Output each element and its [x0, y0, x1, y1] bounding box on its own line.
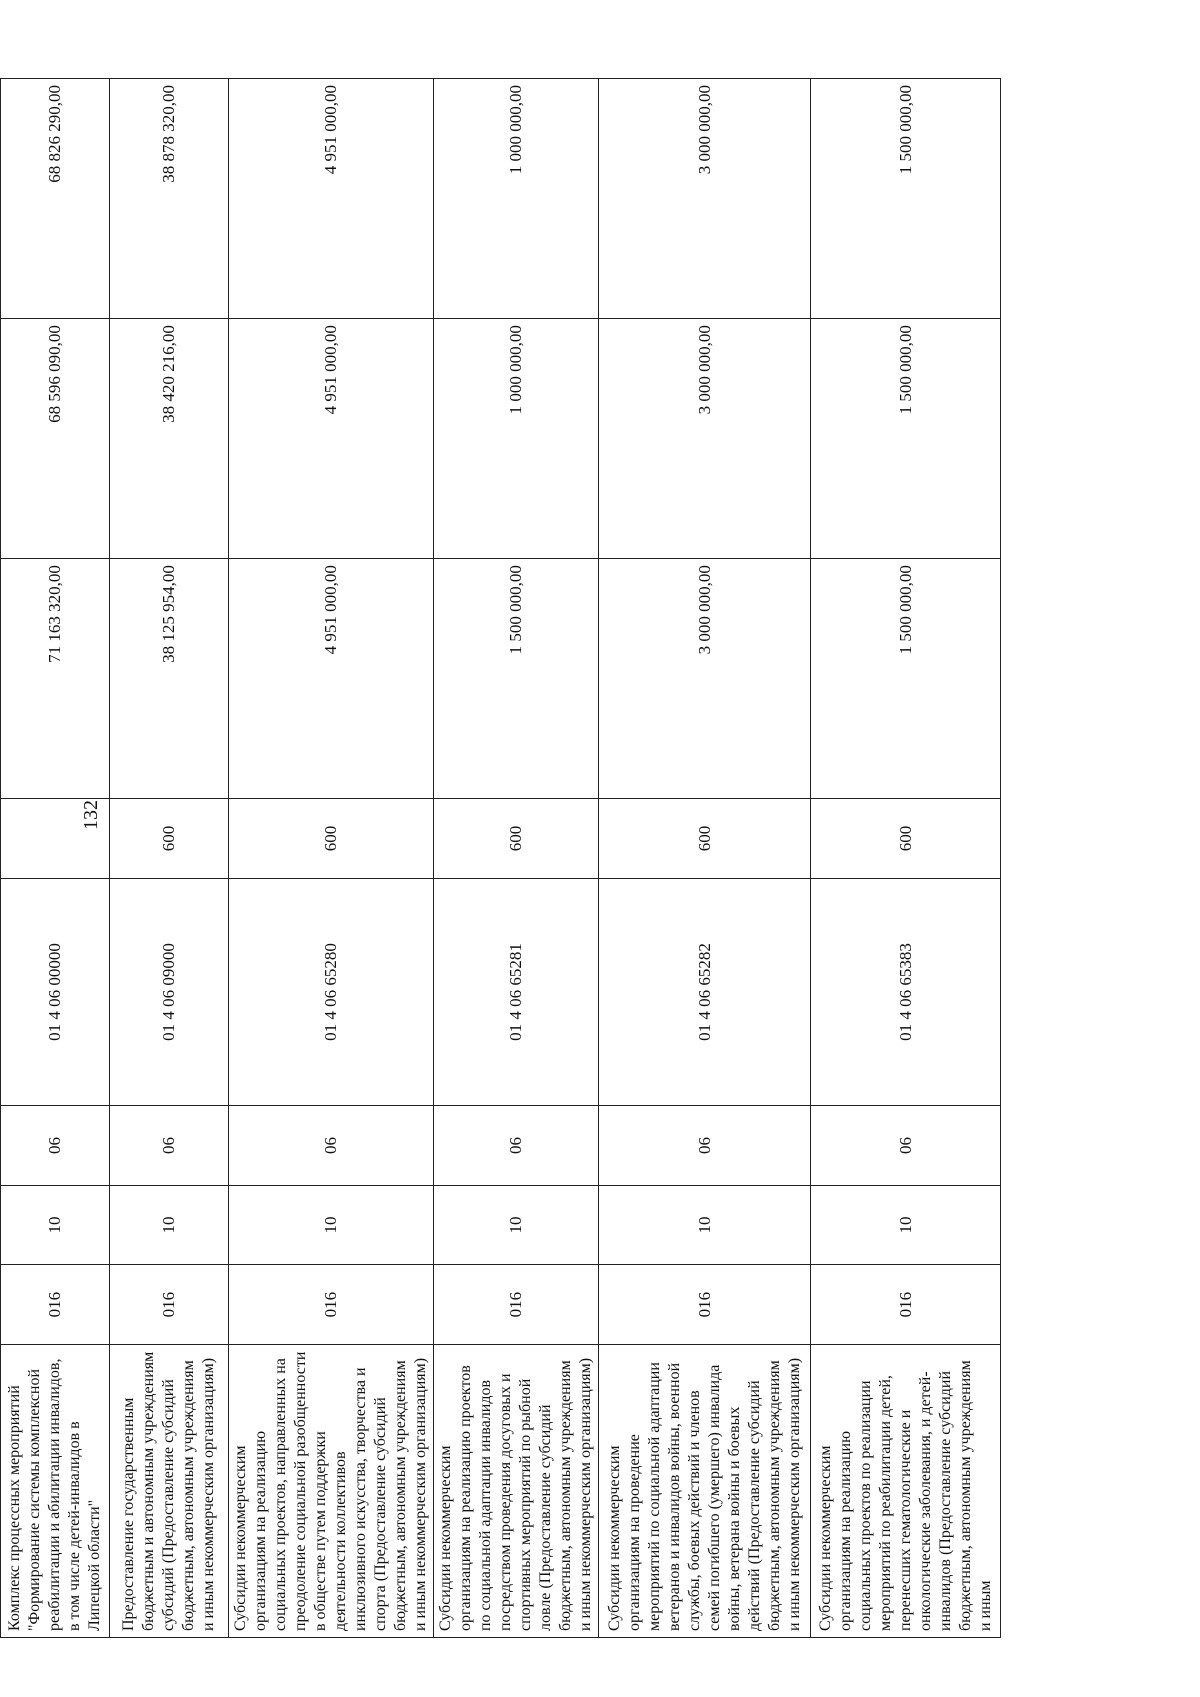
- amount-year2-cell: 1 500 000,00: [811, 319, 1001, 559]
- section-code-cell: 10: [811, 1185, 1001, 1265]
- amount-year3-cell: 4 951 000,00: [229, 79, 434, 319]
- amount-year3-cell: 68 826 290,00: [1, 79, 110, 319]
- amount-year2-cell: 1 000 000,00: [434, 319, 599, 559]
- amount-year2-cell: 3 000 000,00: [599, 319, 811, 559]
- row-name-cell: Предоставление государственным бюджетным и автономным учреждениям субсидий (Предоставление субсидий бюджетным, автономным учреждениям и иным некоммерческим организациям): [110, 1344, 229, 1637]
- amount-year2-cell: 68 596 090,00: [1, 319, 110, 559]
- amount-year1-cell: 38 125 954,00: [110, 559, 229, 799]
- target-article-cell: 01 4 06 65383: [811, 878, 1001, 1105]
- ministry-code-cell: 016: [599, 1265, 811, 1345]
- section-code-cell: 10: [599, 1185, 811, 1265]
- amount-year1-cell: 3 000 000,00: [599, 559, 811, 799]
- ministry-code-cell: 016: [811, 1265, 1001, 1345]
- expense-type-cell: 600: [811, 799, 1001, 879]
- budget-table: [0, 78, 1001, 1638]
- section-code-cell: 10: [110, 1185, 229, 1265]
- subsection-code-cell: 06: [599, 1106, 811, 1186]
- expense-type-cell: 600: [229, 799, 434, 879]
- subsection-code-cell: 06: [110, 1106, 229, 1186]
- amount-year1-cell: 4 951 000,00: [229, 559, 434, 799]
- expense-type-cell: 600: [599, 799, 811, 879]
- expense-type-cell: [1, 799, 110, 879]
- target-article-cell: 01 4 06 09000: [110, 878, 229, 1105]
- amount-year3-cell: 38 878 320,00: [110, 79, 229, 319]
- amount-year1-cell: 71 163 320,00: [1, 559, 110, 799]
- budget-table-frame: [0, 78, 994, 1638]
- row-name-cell: Комплекс процессных мероприятий "Формирование системы комплексной реабилитации и абилитации инвалидов, в том числе детей-инвалидов в Липецкой области": [1, 1344, 110, 1637]
- subsection-code-cell: 06: [811, 1106, 1001, 1186]
- target-article-cell: 01 4 06 00000: [1, 878, 110, 1105]
- section-code-cell: 10: [1, 1185, 110, 1265]
- amount-year2-cell: 4 951 000,00: [229, 319, 434, 559]
- amount-year3-cell: 1 500 000,00: [811, 79, 1001, 319]
- table-row: [434, 79, 599, 1638]
- amount-year3-cell: 3 000 000,00: [599, 79, 811, 319]
- page-number: 132: [80, 800, 102, 830]
- row-name-cell: Субсидии некоммерческим организациям на реализацию проектов по социальной адаптации инвалидов посредством проведения досуговых и спортивных мероприятий по рыбной ловле (Предоставление субсидий бюджетным, автономным учреждениям и иным некоммерческим организациям): [434, 1344, 599, 1637]
- ministry-code-cell: 016: [229, 1265, 434, 1345]
- row-name-cell: Субсидии некоммерческим организациям на проведение мероприятий по социальной адаптации ветеранов и инвалидов войны, военной службы, боевых действий и членов семей погибшего (умершего) инвалида войны, ветерана войны и боевых действий (Предоставление субсидий бюджетным, автономным учреждениям и иным некоммерческим организациям): [599, 1344, 811, 1637]
- row-name-cell: Субсидии некоммерческим организациям на реализацию социальных проектов, направленных на преодоление социальной разобщенности в обществе путем поддержки деятельности коллективов инклюзивного искусства, творчества и спорта (Предоставление субсидий бюджетным, автономным учреждениям и иным некоммерческим организациям): [229, 1344, 434, 1637]
- target-article-cell: 01 4 06 65282: [599, 878, 811, 1105]
- row-name-cell: Субсидии некоммерческим организациям на реализацию социальных проектов по реализации мероприятий по реабилитации детей, перенесших гематологические и онкологические заболевания, и детей-инвалидов (Предоставление субсидий бюджетным, автономным учреждениям и иным: [811, 1344, 1001, 1637]
- expense-type-cell: 600: [110, 799, 229, 879]
- table-row: [811, 79, 1001, 1638]
- amount-year1-cell: 1 500 000,00: [434, 559, 599, 799]
- table-row: [1, 79, 110, 1638]
- section-code-cell: 10: [229, 1185, 434, 1265]
- table-row: [110, 79, 229, 1638]
- target-article-cell: 01 4 06 65280: [229, 878, 434, 1105]
- target-article-cell: 01 4 06 65281: [434, 878, 599, 1105]
- amount-year2-cell: 38 420 216,00: [110, 319, 229, 559]
- amount-year3-cell: 1 000 000,00: [434, 79, 599, 319]
- table-row: [599, 79, 811, 1638]
- ministry-code-cell: 016: [434, 1265, 599, 1345]
- amount-year1-cell: 1 500 000,00: [811, 559, 1001, 799]
- subsection-code-cell: 06: [229, 1106, 434, 1186]
- section-code-cell: 10: [434, 1185, 599, 1265]
- ministry-code-cell: 016: [110, 1265, 229, 1345]
- subsection-code-cell: 06: [434, 1106, 599, 1186]
- table-row: [229, 79, 434, 1638]
- ministry-code-cell: 016: [1, 1265, 110, 1345]
- subsection-code-cell: 06: [1, 1106, 110, 1186]
- expense-type-cell: 600: [434, 799, 599, 879]
